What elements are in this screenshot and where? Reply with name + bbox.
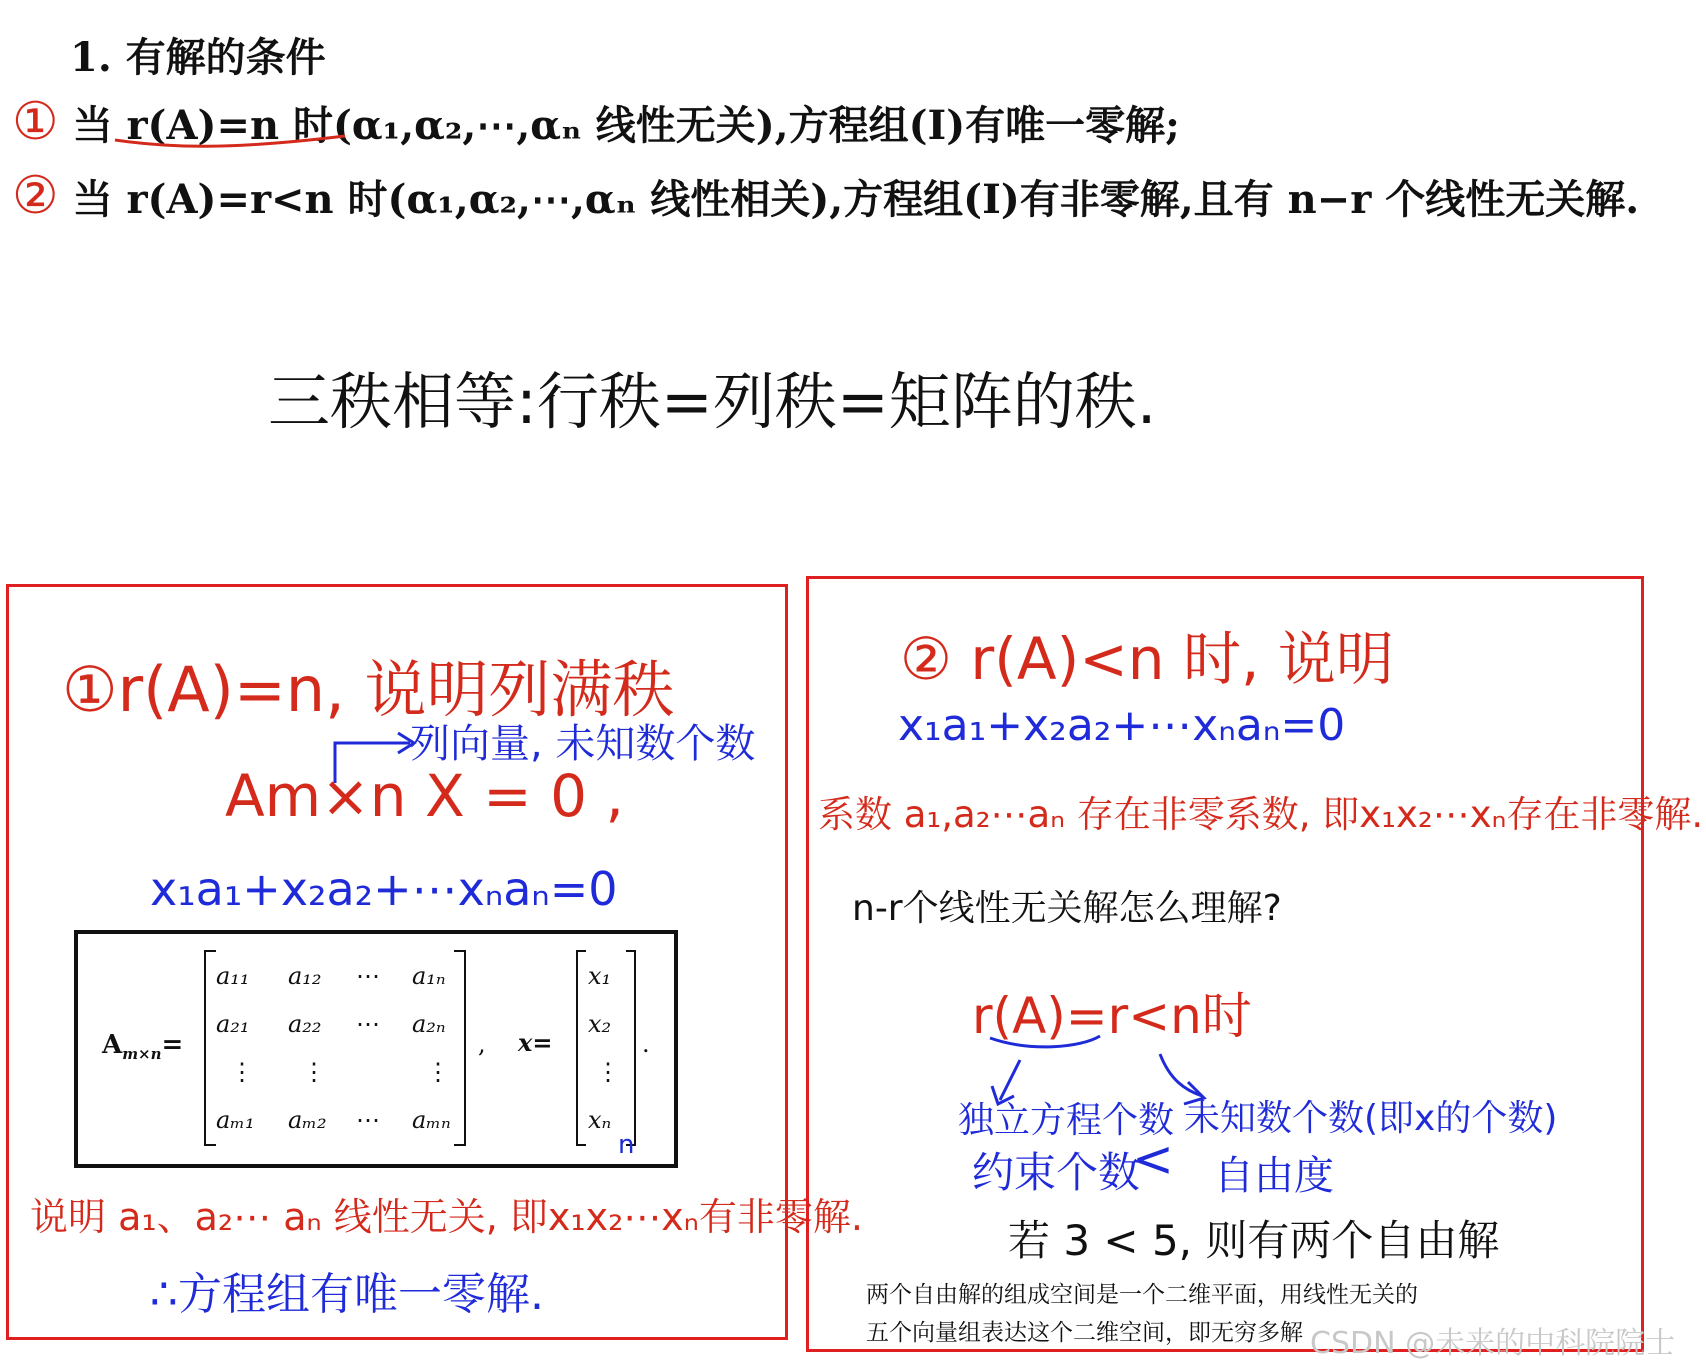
typed-explanation-2: 五个向量组表达这个二维空间，即无穷多解	[866, 1320, 1303, 1346]
matrix-entry: aₘₙ	[412, 1106, 451, 1134]
rank-expression: r(A)=r<n时	[972, 987, 1252, 1045]
matrix-entry: a₁₂	[288, 962, 322, 990]
constraints-label: 约束个数	[972, 1148, 1141, 1197]
x-vector-entry: xₙ	[588, 1106, 612, 1134]
csdn-watermark: CSDN @未来的中科院院士	[1310, 1326, 1676, 1361]
left-conclusion-1: 说明 a₁、a₂⋯ aₙ 线性无关, 即x₁x₂⋯xₙ有非零解.	[30, 1195, 864, 1239]
x-vector-label: x=	[518, 1028, 553, 1057]
matrix-comma: ,	[478, 1030, 486, 1058]
section-heading: 1. 有解的条件	[70, 34, 326, 81]
x-vector-entry: x₂	[588, 1010, 612, 1038]
matrix-entry: a₁₁	[216, 962, 250, 990]
right-question: n-r个线性无关解怎么理解?	[852, 888, 1282, 929]
x-vector-name: x	[518, 1028, 533, 1057]
matrix-right-bracket	[454, 950, 466, 1146]
matrix-entry: ⋯	[356, 962, 380, 990]
matrix-entry: a₁ₙ	[412, 962, 446, 990]
matrix-left-bracket	[204, 950, 216, 1146]
right-linear-combination: x₁a₁+x₂a₂+⋯xₙaₙ=0	[898, 700, 1346, 751]
matrix-entry: a₂₂	[288, 1010, 322, 1038]
matrix-equation: Am×n X = 0 ,	[225, 762, 624, 830]
x-vector-note: n	[618, 1130, 635, 1160]
right-box-title: ② r(A)<n 时, 说明	[900, 625, 1394, 693]
typed-explanation-1: 两个自由解的组成空间是一个二维平面，用线性无关的	[866, 1282, 1418, 1308]
matrix-lhs	[102, 1030, 183, 1063]
degrees-of-freedom-label: 自由度	[1214, 1153, 1334, 1199]
independent-equations-label: 独立方程个数	[958, 1100, 1175, 1141]
matrix-entry: ⋮	[302, 1058, 326, 1086]
x-vector-entry: ⋮	[596, 1058, 620, 1086]
matrix-entry: ⋯	[356, 1010, 380, 1038]
circled-one-marker: ①	[12, 92, 59, 152]
x-vector-right-bracket	[626, 950, 636, 1146]
condition-2-text: 当 r(A)=r<n 时(α₁,α₂,⋯,αₙ 线性相关),方程组(Ⅰ)有非零解,且有 n−r 个线性无关解.	[72, 176, 1640, 223]
x-vector-left-bracket	[576, 950, 586, 1146]
example-statement: 若 3 < 5, 则有两个自由解	[1008, 1216, 1500, 1265]
matrix-entry: ⋯	[356, 1106, 380, 1134]
matrix-definition-box	[74, 930, 678, 1168]
unknowns-count-label: 未知数个数(即x的个数)	[1184, 1098, 1558, 1139]
x-vector-entries	[588, 952, 624, 1144]
underline-stroke	[110, 128, 350, 154]
matrix-entry: a₂ₙ	[412, 1010, 446, 1038]
matrix-entries	[216, 952, 452, 1144]
left-conclusion-2: ∴方程组有唯一零解.	[150, 1269, 544, 1320]
matrix-lhs-subscript: m×n	[122, 1045, 162, 1064]
matrix-lhs-name: A	[102, 1030, 123, 1060]
column-vector-annotation: 列向量, 未知数个数	[410, 721, 756, 767]
condition-line-2	[12, 166, 1639, 226]
less-than-symbol: <	[1132, 1130, 1174, 1188]
right-nonzero-coefficient-note: 系数 a₁,a₂⋯aₙ 存在非零系数, 即x₁x₂⋯xₙ存在非零解.	[818, 793, 1704, 836]
circled-two-marker: ②	[12, 166, 59, 226]
matrix-entry: ⋮	[426, 1058, 450, 1086]
matrix-equals: =	[161, 1030, 184, 1060]
left-box-title: ①r(A)=n, 说明列满秩	[62, 653, 675, 726]
matrix-period: .	[642, 1030, 650, 1058]
x-vector-entry: x₁	[588, 962, 612, 990]
rank-equality-note: 三秩相等:行秩=列秩=矩阵的秩.	[268, 365, 1157, 438]
matrix-entry: a₂₁	[216, 1010, 250, 1038]
matrix-entry: aₘ₁	[216, 1106, 255, 1134]
matrix-entry: aₘ₂	[288, 1106, 327, 1134]
matrix-entry: ⋮	[230, 1058, 254, 1086]
left-linear-combination: x₁a₁+x₂a₂+⋯xₙaₙ=0	[150, 862, 618, 916]
condition-1-text: 当 r(A)=n 时(α₁,α₂,⋯,αₙ 线性无关),方程组(Ⅰ)有唯一零解;	[72, 102, 1180, 149]
